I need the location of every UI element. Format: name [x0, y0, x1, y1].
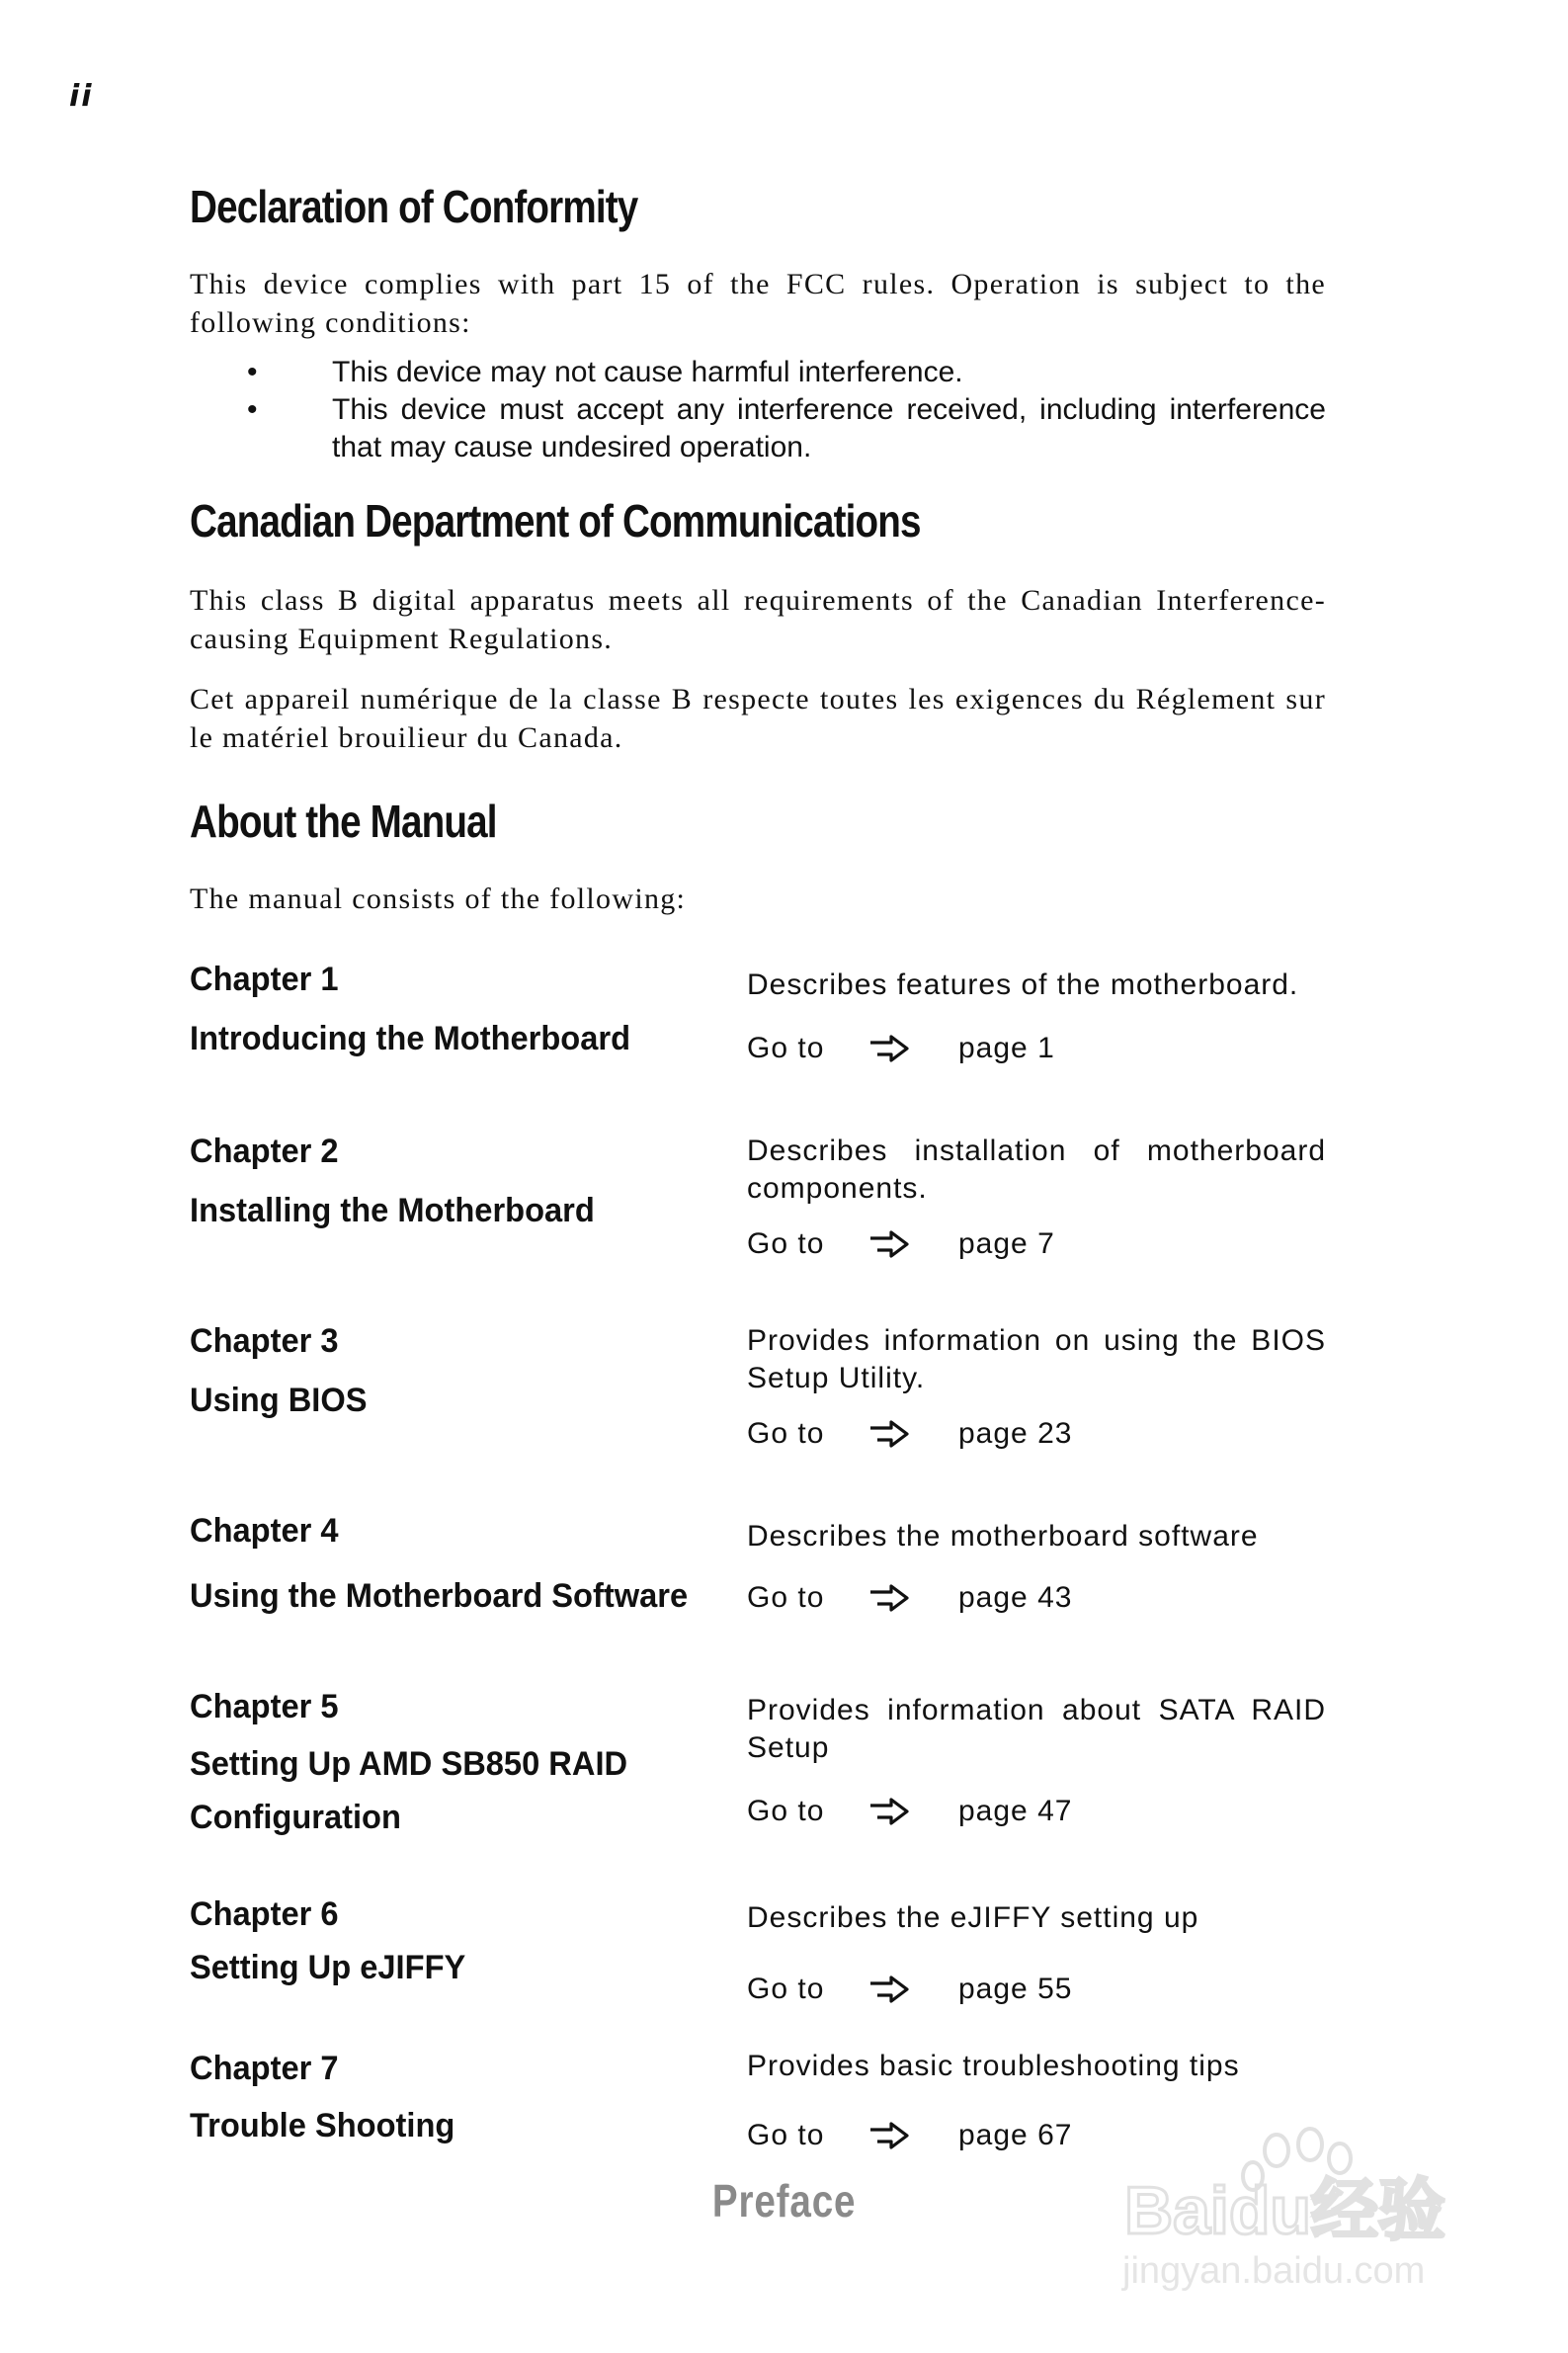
chapter-goto: [747, 1795, 1241, 1834]
goto-label: Go to: [747, 2119, 825, 2151]
manual-intro: The manual consists of the following:: [190, 882, 687, 915]
right-arrow-icon: [867, 1034, 911, 1065]
chapter-description: Provides information about SATA RAID Setup: [747, 1694, 1326, 1764]
chapter-label: Chapter 7: [190, 2050, 339, 2087]
canadian-paragraph-en: This class B digital apparatus meets all requirements of the Canadian Interference-causing Equipment Regulations.: [190, 584, 1326, 655]
chapter-goto: [747, 1417, 1241, 1457]
chapter-goto: [747, 1973, 1241, 2012]
chapter-page-link[interactable]: page 43: [958, 1581, 1073, 1614]
chapter-description: Describes installation of motherboard components.: [747, 1134, 1326, 1205]
goto-label: Go to: [747, 1795, 825, 1827]
chapter-description: Describes the motherboard software: [747, 1520, 1259, 1553]
right-arrow-icon: [867, 1797, 911, 1828]
baidu-watermark: [1114, 2125, 1510, 2293]
chapter-title: Setting Up AMD SB850 RAID Configuration: [190, 1745, 628, 1836]
right-arrow-icon: [867, 1583, 911, 1615]
chapter-title: Introducing the Motherboard: [190, 1020, 631, 1057]
chapter-page-link[interactable]: page 55: [958, 1973, 1073, 2005]
watermark-url: jingyan.baidu.com: [1122, 2250, 1426, 2292]
canadian-heading: Canadian Department of Communications: [190, 495, 921, 546]
chapter-page-link[interactable]: page 7: [958, 1227, 1055, 1260]
chapter-title: Using BIOS: [190, 1382, 368, 1419]
chapter-label: Chapter 5: [190, 1688, 339, 1725]
chapter-title: Trouble Shooting: [190, 2107, 455, 2144]
chapter-description: Provides basic troubleshooting tips: [747, 2050, 1240, 2082]
chapter-label: Chapter 3: [190, 1322, 339, 1360]
chapter-label: Chapter 4: [190, 1512, 339, 1550]
chapter-page-link[interactable]: page 23: [958, 1417, 1073, 1450]
goto-label: Go to: [747, 1581, 825, 1614]
goto-label: Go to: [747, 1227, 825, 1260]
chapter-label: Chapter 2: [190, 1133, 339, 1170]
chapter-label: Chapter 1: [190, 961, 339, 998]
chapter-description: Provides information on using the BIOS Setup Utility.: [747, 1324, 1326, 1394]
right-arrow-icon: [867, 1419, 911, 1451]
page-number: ii: [69, 79, 94, 114]
manual-heading: About the Manual: [190, 796, 497, 847]
chapter-description: Describes features of the motherboard.: [747, 968, 1299, 1001]
chapter-title: Setting Up eJIFFY: [190, 1949, 466, 1986]
chapter-title: Using the Motherboard Software: [190, 1577, 689, 1615]
goto-label: Go to: [747, 1973, 825, 2005]
conformity-heading: Declaration of Conformity: [190, 181, 638, 232]
right-arrow-icon: [867, 2121, 911, 2152]
chapter-label: Chapter 6: [190, 1895, 339, 1933]
chapter-page-link[interactable]: page 1: [958, 1032, 1055, 1064]
watermark-brand: Baidu经验: [1124, 2173, 1445, 2248]
chapter-page-link[interactable]: page 67: [958, 2119, 1073, 2151]
bullet-text: This device must accept any interference received, including interference that may cause undesired operation.: [332, 393, 1326, 463]
chapter-goto: [747, 1032, 1241, 1071]
right-arrow-icon: [867, 1229, 911, 1261]
bullet-icon: •: [247, 356, 258, 388]
bullet-icon: •: [247, 393, 258, 426]
chapter-page-link[interactable]: page 47: [958, 1795, 1073, 1827]
goto-label: Go to: [747, 1417, 825, 1450]
chapter-title: Installing the Motherboard: [190, 1192, 595, 1229]
chapter-description: Describes the eJIFFY setting up: [747, 1901, 1199, 1934]
goto-label: Go to: [747, 1032, 825, 1064]
conformity-intro: This device complies with part 15 of the FCC rules. Operation is subject to the following conditions:: [190, 268, 1326, 339]
bullet-text: This device may not cause harmful interference.: [332, 356, 963, 388]
right-arrow-icon: [867, 1975, 911, 2006]
chapter-goto: [747, 1581, 1241, 1621]
footer-title: Preface: [711, 2175, 857, 2227]
canadian-paragraph-fr: Cet appareil numérique de la classe B respecte toutes les exigences du Réglement sur le matériel brouilieur du Canada.: [190, 683, 1326, 754]
chapter-goto: [747, 1227, 1241, 1267]
